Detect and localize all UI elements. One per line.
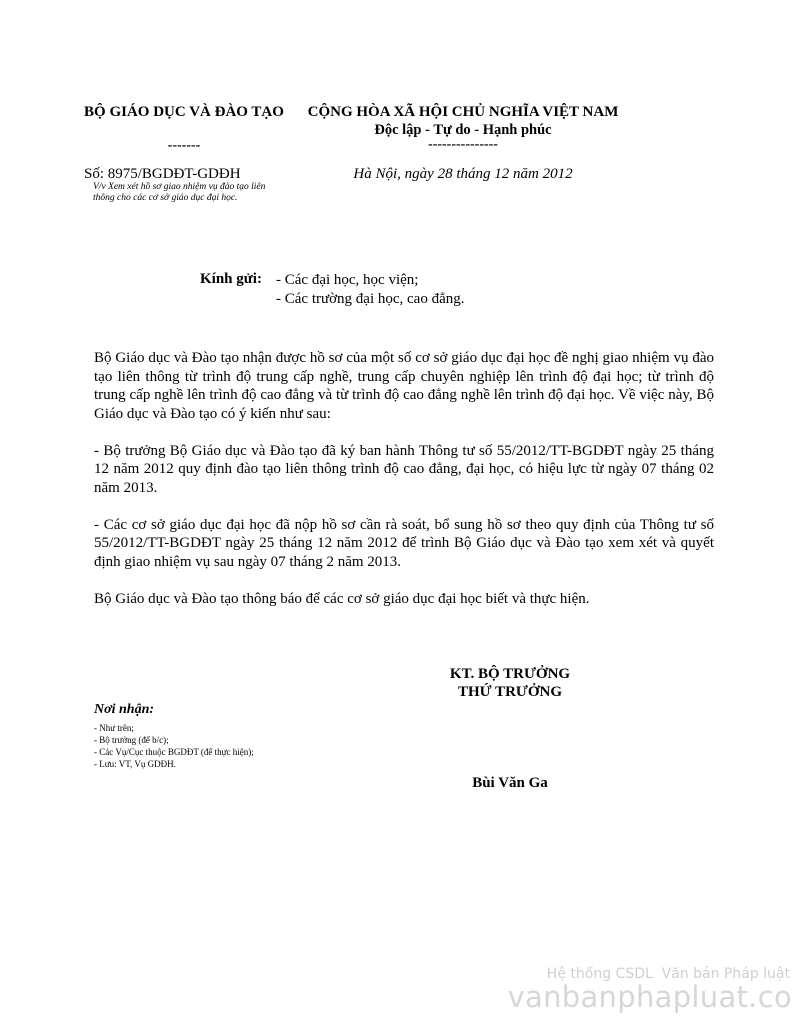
- recipient-item: - Các trường đại học, cao đẳng.: [276, 291, 465, 307]
- signature-title-primary: KT. BỘ TRƯỞNG: [449, 666, 571, 682]
- place-and-date: Hà Nội, ngày 28 tháng 12 năm 2012: [353, 166, 573, 182]
- recipient-item: - Các đại học, học viện;: [276, 272, 419, 288]
- body-paragraph: - Bộ trưởng Bộ Giáo dục và Đào tạo đã ký ban hành Thông tư số 55/2012/TT-BGDĐT ngày 25 tháng 12 năm 2012 quy định đào tạo liên thông trình độ cao đẳng, đại học, có hiệu lực từ ngày 07 tháng 02 năm 2013.: [94, 442, 714, 496]
- recipients-label: Kính gửi:: [200, 271, 262, 287]
- distribution-item: - Bộ trưởng (để b/c);: [94, 735, 169, 745]
- signature-title-secondary: THỨ TRƯỞNG: [457, 684, 563, 700]
- distribution-list: [94, 722, 254, 770]
- distribution-item: - Như trên;: [94, 723, 134, 733]
- distribution-item: - Các Vụ/Cục thuộc BGDĐT (để thực hiện);: [94, 747, 254, 757]
- recipients-list: [276, 271, 465, 309]
- national-motto: Độc lập - Tự do - Hạnh phúc: [374, 122, 552, 138]
- document-body: [94, 349, 714, 627]
- signer-name: Bùi Văn Ga: [472, 775, 548, 791]
- issuing-ministry: BỘ GIÁO DỤC VÀ ĐÀO TẠO: [84, 104, 284, 120]
- body-paragraph: Bộ Giáo dục và Đào tạo nhận được hồ sơ của một số cơ sở giáo dục đại học đề nghị giao nhiệm vụ đào tạo liên thông từ trình độ trung cấp nghề, trung cấp chuyên nghiệp lên trình độ đại học; từ trình độ trung cấp nghề lên trình độ cao đẳng và từ trình độ cao đẳng nghề lên trình độ đại học. Về việc này, Bộ Giáo dục và Đào tạo có ý kiến như sau:: [94, 350, 714, 422]
- body-paragraph: - Các cơ sở giáo dục đại học đã nộp hồ sơ cần rà soát, bổ sung hồ sơ theo quy định của Thông tư số 55/2012/TT-BGDĐT ngày 25 tháng 12 năm 2012 để trình Bộ Giáo dục và Đào tạo xem xét và quyết định giao nhiệm vụ sau ngày 07 tháng 2 năm 2013.: [94, 516, 714, 570]
- motto-divider: ---------------: [428, 137, 498, 152]
- document-subject: V/v Xem xét hồ sơ giao nhiệm vụ đào tạo liên thông cho các cơ sở giáo dục đại học.: [93, 182, 266, 203]
- watermark-caption: Hệ thống CSDL Văn bản Pháp luật: [546, 966, 790, 982]
- distribution-item: - Lưu: VT, Vụ GDĐH.: [94, 759, 176, 769]
- watermark-site: vanbanphapluat.co: [507, 980, 792, 1014]
- document-number: Số: 8975/BGDĐT-GDĐH: [84, 166, 241, 182]
- national-title: CỘNG HÒA XÃ HỘI CHỦ NGHĨA VIỆT NAM: [307, 104, 619, 120]
- ministry-divider: -------: [167, 138, 201, 153]
- body-paragraph: Bộ Giáo dục và Đào tạo thông báo để các cơ sở giáo dục đại học biết và thực hiện.: [94, 590, 590, 607]
- distribution-label: Nơi nhận:: [94, 702, 155, 717]
